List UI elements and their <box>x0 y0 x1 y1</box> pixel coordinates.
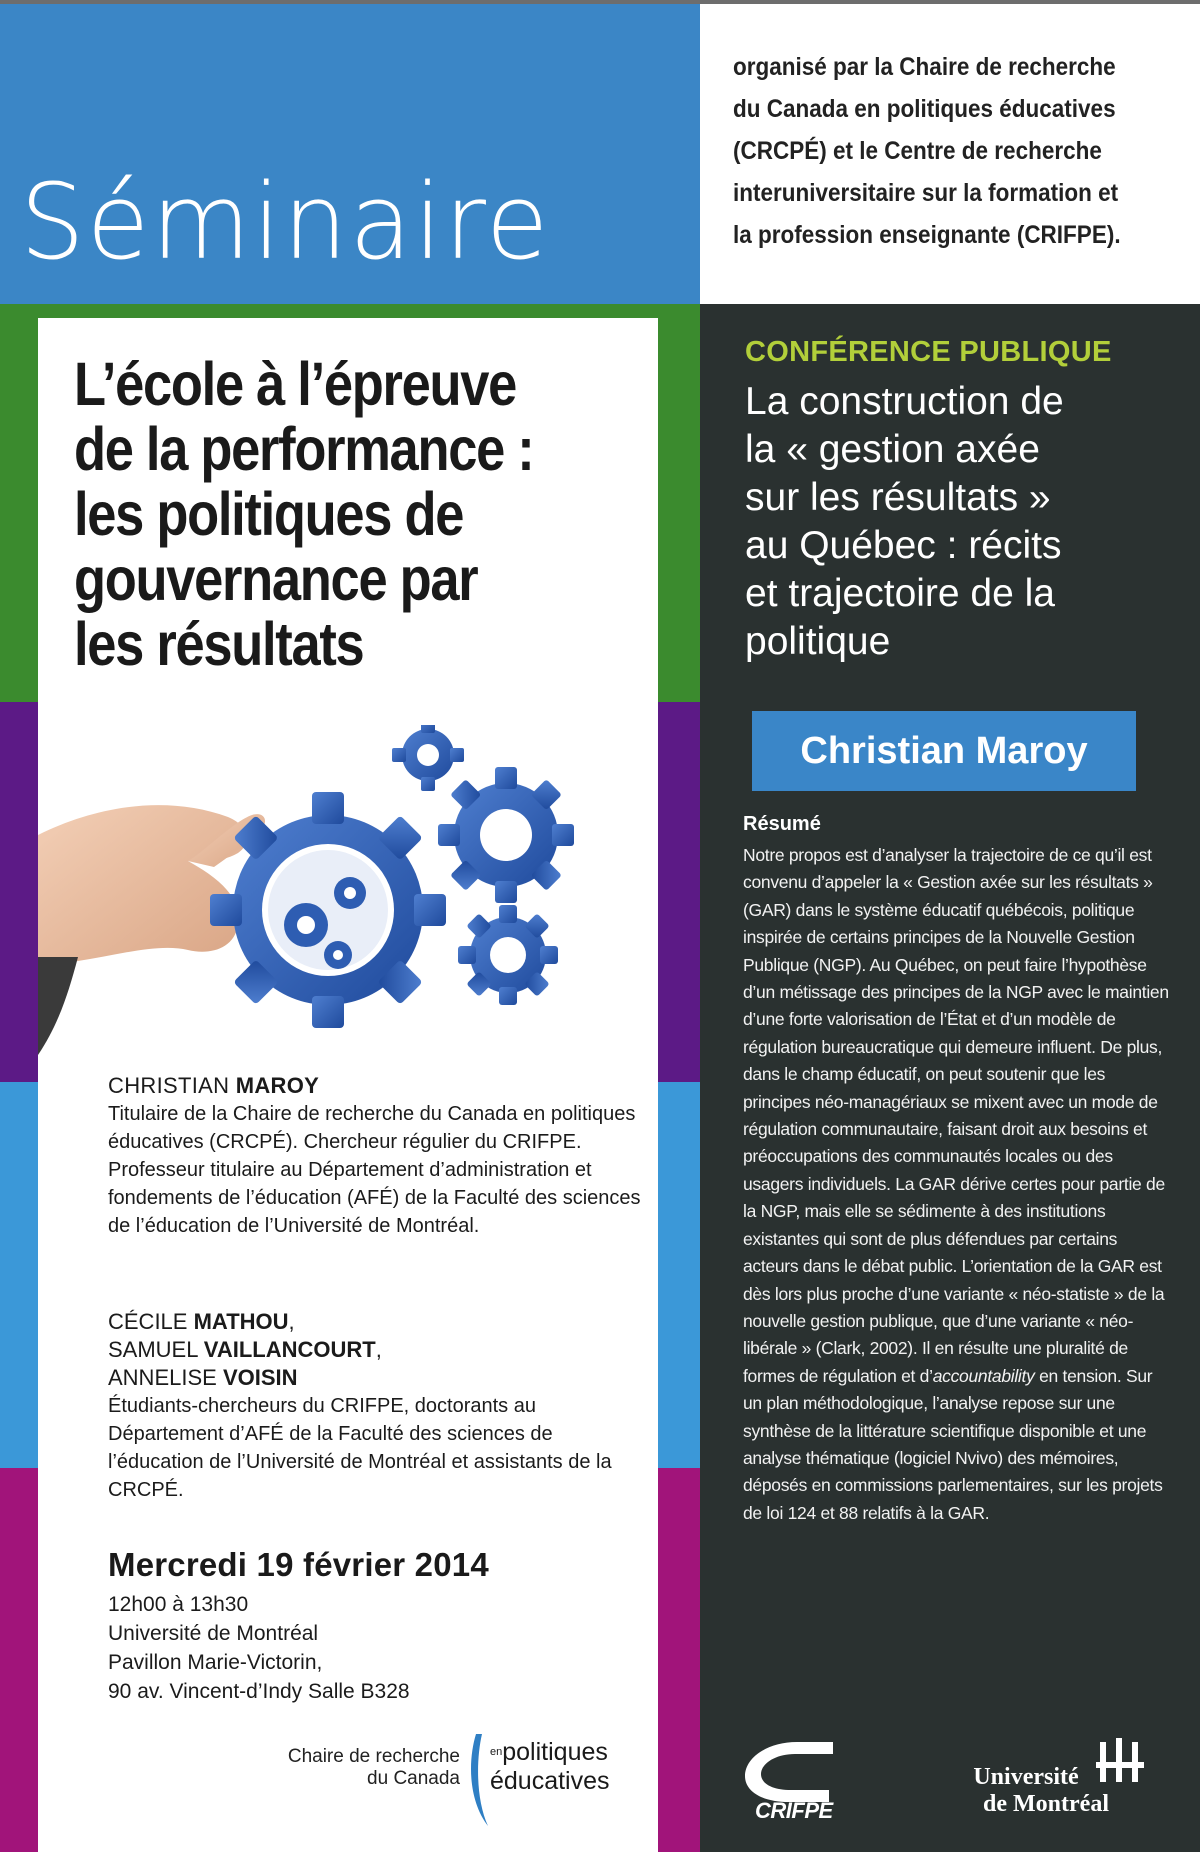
event-time: 12h00 à 13h30 <box>108 1593 249 1616</box>
speaker-name-label: Christian Maroy <box>800 730 1088 772</box>
top-gear-icon <box>392 725 464 791</box>
small-gear-icon <box>334 877 366 909</box>
crifpe-label: CRIFPE <box>755 1798 833 1823</box>
right-gear-icon <box>438 767 574 903</box>
hand-icon <box>38 805 247 963</box>
speaker-bio: Titulaire de la Chaire de recherche du Canada en politiques éducatives (CRCPÉ). Chercheur régulier du CRIFPE. Professeur titulaire au Département d’administration et fondements de l’éducation (AFÉ) de la Faculté des sciences de l’éducation de l’Université de Montréal. <box>108 1103 641 1237</box>
event-details <box>108 1590 568 1706</box>
udem-logo: Université de Montréal <box>946 1738 1146 1828</box>
large-gear-icon <box>210 792 446 1028</box>
resume-text: Notre propos est d’analyser la trajectoire de ce qu’il est convenu d’appeler la « Gestion axée sur les résultats » (GAR) dans le système éducatif québécois, politique inspirée de certains principes de la Nouvelle Gestion Publique (NGP). Au Québec, on peut faire l’hypothèse d’un métissage des principes de la NGP avec le maintien d’une forte valorisation de l’État et d’un modèle de régulation bureaucratique qui demeure influent. De plus, dans le champ éducatif, on peut soutenir que les principes néo-managériaux se mixent avec un mode de régulation communautaire, faisant droit aux besoins et préoccupations des communautés locales ou des usagers individuels. La GAR dérive certes pour partie de la NGP, mais elle se sédimente à des institutions existantes qui sont de plus défendues par certains acteurs dans le débat public. L’orientation de la GAR est dès lors plus proche d’une variante « néo-statiste » de la nouvelle gestion publique, que d’une variante « néo-libérale » (Clark, 2002). Il en résulte une pluralité de formes de régulation et d’accountability en tension. Sur un plan méthodologique, l’analyse repose sur une synthèse de la littérature scientifique disponible et une analyse thématique (logiciel Nvivo) des mémoires, déposés en commissions parlementaires, sur les projets de loi 124 et 88 relatifs à la GAR. <box>743 845 1169 1523</box>
event-pavilion: Pavillon Marie-Victorin, <box>108 1651 323 1674</box>
crifpe-logo <box>733 1736 873 1826</box>
resume-heading: Résumé <box>743 813 821 835</box>
bottom-gear-icon <box>458 905 558 1005</box>
student-name: ANNELISE VOISIN <box>108 1365 298 1390</box>
small-gear-icon <box>284 903 328 947</box>
conference-label: CONFÉRENCE PUBLIQUE <box>745 336 1112 368</box>
students-bio: Étudiants-chercheurs du CRIFPE, doctorants au Département d’AFÉ de la Faculté des sciences de l’éducation de l’Université de Montréal et assistants de la CRCPÉ. <box>108 1395 612 1501</box>
crifpe-c-icon <box>733 1736 873 1806</box>
gears-hand-illustration <box>38 725 658 1065</box>
conference-title: La construction de la « gestion axée sur les résultats » au Québec : récits et trajectoire de la politique <box>745 380 1064 663</box>
chaire-swoosh-icon <box>462 1730 492 1830</box>
main-title: L’école à l’épreuve de la performance : les politiques de gouvernance par les résultats <box>74 350 534 678</box>
seminar-heading: Séminaire <box>20 161 551 283</box>
small-gear-icon <box>324 941 352 969</box>
event-address: 90 av. Vincent-d’Indy Salle B328 <box>108 1680 410 1703</box>
organizer-text: organisé par la Chaire de recherche du Canada en politiques éducatives (CRCPÉ) et le Centre de recherche interuniversitaire sur la formation et la profession enseignante (CRIFPE). <box>733 53 1121 249</box>
chaire-logo: Chaire de recherche du Canada $^{en}$politiques éducatives <box>270 1730 640 1830</box>
speaker-block <box>108 1072 653 1240</box>
student-name: SAMUEL VAILLANCOURT, <box>108 1337 382 1362</box>
student-name: CÉCILE MATHOU, <box>108 1309 295 1334</box>
event-date: Mercredi 19 février 2014 <box>108 1546 489 1583</box>
students-block <box>108 1308 653 1504</box>
speaker-name-box <box>752 711 1136 791</box>
speaker-name: CHRISTIAN MAROY <box>108 1073 320 1098</box>
event-university: Université de Montréal <box>108 1622 319 1645</box>
